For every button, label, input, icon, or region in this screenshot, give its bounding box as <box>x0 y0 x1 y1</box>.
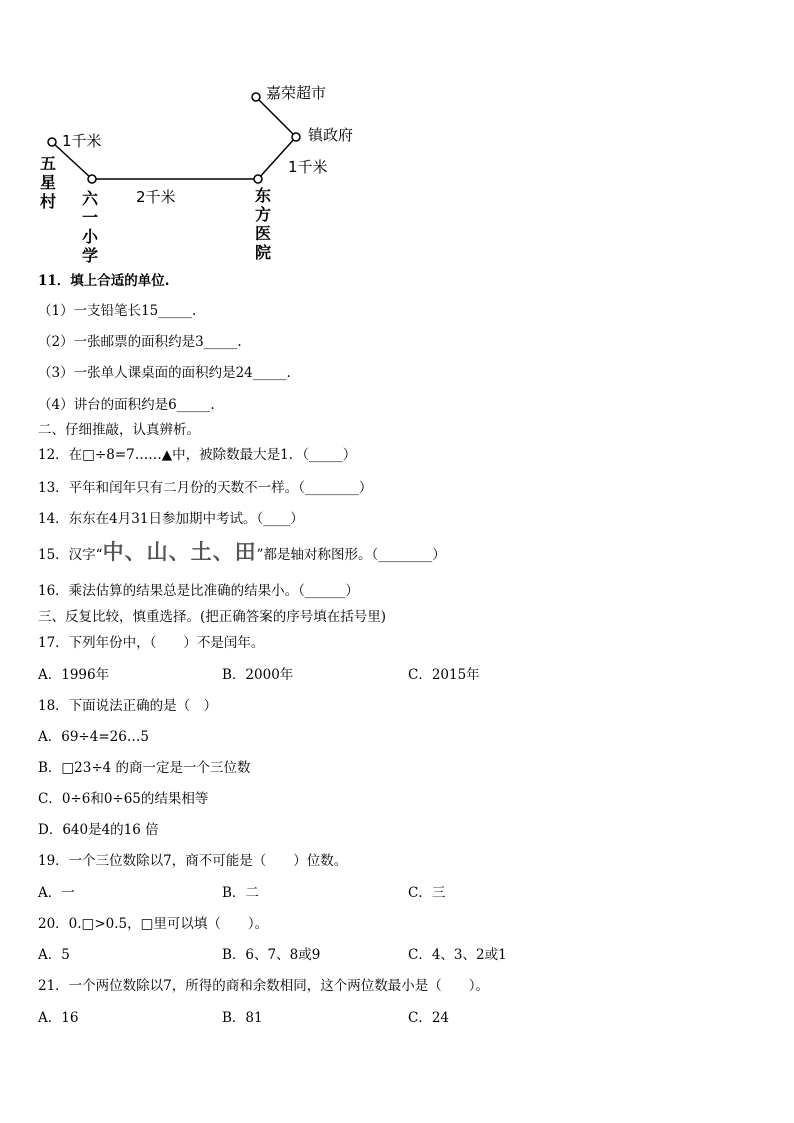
q18-option-a: A．69÷4=26…5 <box>38 729 149 745</box>
q19-option-b: B．二 <box>222 885 259 901</box>
q21-option-a: A．16 <box>38 1010 79 1026</box>
q19-option-c: C．三 <box>408 885 446 901</box>
q11-title: 11．填上合适的单位. <box>38 273 170 289</box>
node-dongfang <box>254 175 262 183</box>
q16: 16．乘法估算的结果总是比准确的结果小。（______） <box>38 583 359 599</box>
q15-suffix: ”都是轴对称图形。（________） <box>256 547 446 563</box>
q18-stem: 18．下面说法正确的是（ ） <box>38 698 218 714</box>
q19-option-a: A．一 <box>38 885 75 901</box>
q21-option-b: B．81 <box>222 1010 263 1026</box>
label-wuxing: 五星村 <box>39 154 56 211</box>
node-zhenzhengfu <box>292 133 300 141</box>
node-liuyi <box>88 175 96 183</box>
q11-item-1: （1）一支铅笔长15_____. <box>38 303 197 319</box>
q19-stem: 19．一个三位数除以7，商不可能是（ ）位数。 <box>38 853 348 869</box>
label-liuyi: 六一小学 <box>81 189 98 265</box>
q11-item-2: （2）一张邮票的面积约是3_____. <box>38 334 242 350</box>
label-distance-wuxing-liuyi: 1千米 <box>62 132 102 150</box>
label-dongfang: 东方医院 <box>254 186 271 262</box>
q21-stem: 21．一个两位数除以7，所得的商和余数相同，这个两位数最小是（ ）。 <box>38 978 490 994</box>
q20-stem: 20．0.□>0.5，□里可以填（ ）。 <box>38 916 269 932</box>
q13: 13．平年和闰年只有二月份的天数不一样。（________） <box>38 480 373 496</box>
section-2-heading: 二、仔细推敲，认真辨析。 <box>38 422 200 438</box>
q21-option-c: C．24 <box>408 1010 450 1026</box>
node-wuxing <box>48 138 56 146</box>
section-3-heading: 三、反复比较，慎重选择。(把正确答案的序号填在括号里) <box>38 609 387 625</box>
node-jiarong <box>252 93 260 101</box>
q15-prefix: 15．汉字“ <box>38 547 103 563</box>
q12: 12．在□÷8=7……▲中，被除数最大是1．（_____） <box>38 447 357 463</box>
q17-stem: 17．下列年份中，（ ）不是闰年。 <box>38 635 265 651</box>
q18-option-b: B．□23÷4 的商一定是一个三位数 <box>38 760 251 776</box>
q11-item-4: （4）讲台的面积约是6_____. <box>38 397 215 413</box>
q17-option-c: C．2015年 <box>408 667 480 683</box>
route-map-diagram <box>30 76 370 266</box>
q15 <box>38 540 446 564</box>
q20-option-c: C．4、3、2或1 <box>408 947 507 963</box>
q14: 14．东东在4月31日参加期中考试。（____） <box>38 511 304 527</box>
q20-option-b: B．6、7、8或9 <box>222 947 321 963</box>
label-jiarong: 嘉荣超市 <box>266 84 327 102</box>
q11-item-3: （3）一张单人课桌面的面积约是24_____. <box>38 365 291 381</box>
q15-chars: 中、山、土、田 <box>102 540 257 564</box>
label-distance-dongfang-zhenzhengfu: 1千米 <box>288 158 328 176</box>
label-zhenzhengfu: 镇政府 <box>308 126 354 144</box>
q17-option-b: B．2000年 <box>222 667 294 683</box>
q18-option-c: C．0÷6和0÷65的结果相等 <box>38 791 209 807</box>
q20-option-a: A．5 <box>38 947 70 963</box>
q17-option-a: A．1996年 <box>38 667 110 683</box>
label-distance-liuyi-dongfang: 2千米 <box>136 188 176 206</box>
q18-option-d: D．640是4的16 倍 <box>38 822 159 838</box>
